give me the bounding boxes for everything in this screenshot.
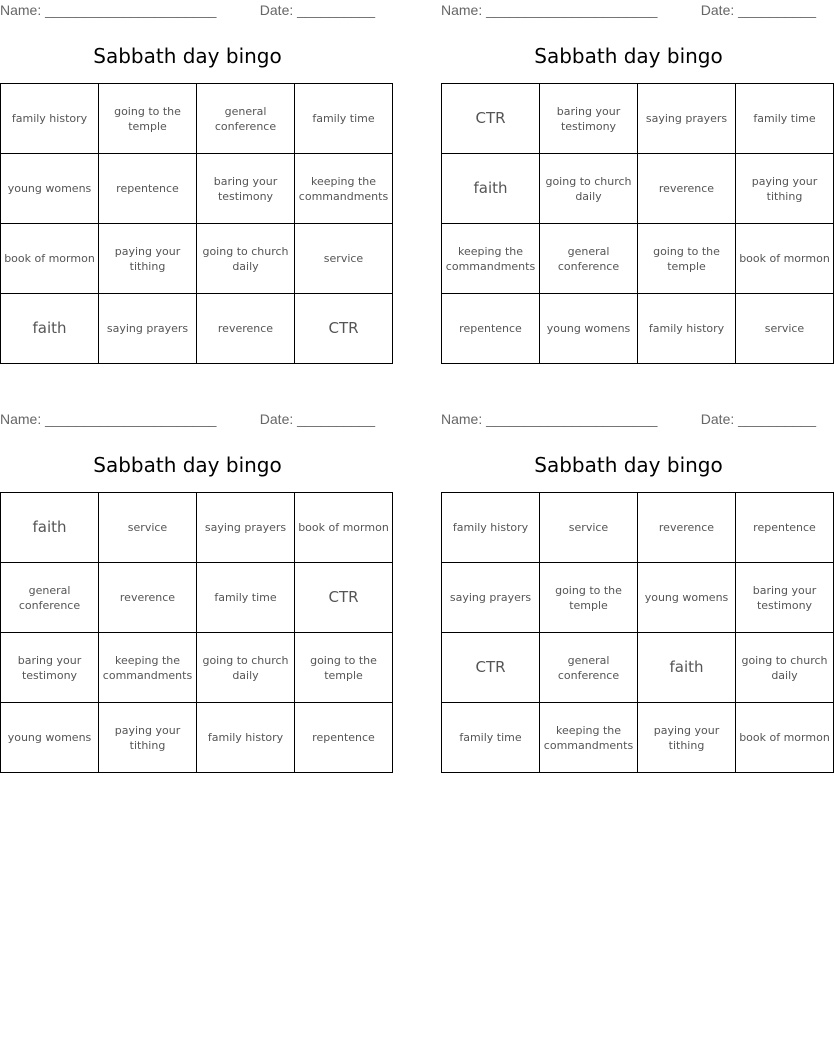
bingo-cell: saying prayers	[442, 563, 540, 633]
bingo-cell: family time	[197, 563, 295, 633]
date-field: Date: __________	[700, 2, 816, 18]
bingo-cell: paying your tithing	[736, 154, 834, 224]
bingo-cell: CTR	[295, 563, 393, 633]
bingo-cell: paying your tithing	[638, 703, 736, 773]
bingo-cell: baring your testimony	[197, 154, 295, 224]
bingo-card-3	[0, 409, 389, 752]
card-title: Sabbath day bingo	[534, 453, 723, 477]
bingo-cell: repentence	[442, 294, 540, 364]
bingo-cell: going to church daily	[540, 154, 638, 224]
bingo-cell: saying prayers	[99, 294, 197, 364]
bingo-cell: keeping the commandments	[540, 703, 638, 773]
bingo-cell: going to the temple	[99, 84, 197, 154]
bingo-cell: family history	[1, 84, 99, 154]
bingo-cell: repentence	[99, 154, 197, 224]
bingo-cell: book of mormon	[736, 224, 834, 294]
card-title: Sabbath day bingo	[534, 44, 723, 68]
name-field: Name: ______________________	[0, 2, 217, 18]
bingo-cell: baring your testimony	[1, 633, 99, 703]
bingo-cell: service	[736, 294, 834, 364]
grid-row	[442, 493, 834, 563]
bingo-cell: repentence	[736, 493, 834, 563]
bingo-grid	[0, 492, 393, 773]
grid-row	[442, 703, 834, 773]
bingo-cell: baring your testimony	[540, 84, 638, 154]
bingo-cell: service	[295, 224, 393, 294]
bingo-cell: paying your tithing	[99, 703, 197, 773]
bingo-cell: CTR	[295, 294, 393, 364]
grid-row	[442, 84, 834, 154]
grid-row	[1, 154, 393, 224]
bingo-cell: faith	[1, 294, 99, 364]
bingo-cell: service	[99, 493, 197, 563]
grid-row	[1, 84, 393, 154]
bingo-cell: book of mormon	[1, 224, 99, 294]
bingo-card-1	[0, 0, 389, 337]
bingo-cell: family history	[638, 294, 736, 364]
grid-row	[1, 224, 393, 294]
bingo-cell: baring your testimony	[736, 563, 834, 633]
bingo-cell: book of mormon	[295, 493, 393, 563]
card-header	[0, 0, 375, 20]
bingo-cell: family history	[197, 703, 295, 773]
bingo-grid	[441, 492, 834, 773]
bingo-cell: young womens	[540, 294, 638, 364]
bingo-cell: reverence	[99, 563, 197, 633]
bingo-cell: going to church daily	[197, 633, 295, 703]
bingo-cell: paying your tithing	[99, 224, 197, 294]
bingo-cell: saying prayers	[197, 493, 295, 563]
date-field: Date: __________	[700, 411, 816, 427]
bingo-cell: going to the temple	[540, 563, 638, 633]
grid-row	[1, 703, 393, 773]
bingo-cell: general conference	[540, 224, 638, 294]
bingo-cell: going to church daily	[736, 633, 834, 703]
grid-row	[1, 563, 393, 633]
card-header	[0, 409, 375, 429]
bingo-cell: saying prayers	[638, 84, 736, 154]
bingo-cell: keeping the commandments	[295, 154, 393, 224]
grid-row	[442, 224, 834, 294]
bingo-cell: going to the temple	[638, 224, 736, 294]
bingo-cell: CTR	[442, 633, 540, 703]
grid-row	[442, 633, 834, 703]
bingo-cell: general conference	[197, 84, 295, 154]
bingo-cell: reverence	[638, 493, 736, 563]
bingo-cell: family time	[442, 703, 540, 773]
bingo-card-4	[441, 409, 830, 752]
bingo-cell: reverence	[638, 154, 736, 224]
bingo-cell: young womens	[1, 703, 99, 773]
bingo-cell: young womens	[1, 154, 99, 224]
name-field: Name: ______________________	[441, 411, 658, 427]
bingo-cell: faith	[638, 633, 736, 703]
bingo-grid	[441, 83, 834, 364]
grid-row	[442, 563, 834, 633]
bingo-cell: keeping the commandments	[99, 633, 197, 703]
bingo-cell: general conference	[1, 563, 99, 633]
bingo-cell: family history	[442, 493, 540, 563]
bingo-cell: CTR	[442, 84, 540, 154]
name-field: Name: ______________________	[441, 2, 658, 18]
bingo-cell: going to the temple	[295, 633, 393, 703]
bingo-cell: service	[540, 493, 638, 563]
grid-row	[442, 154, 834, 224]
grid-row	[1, 294, 393, 364]
bingo-cell: reverence	[197, 294, 295, 364]
bingo-cell: young womens	[638, 563, 736, 633]
date-field: Date: __________	[259, 2, 375, 18]
grid-row	[1, 633, 393, 703]
bingo-cell: faith	[1, 493, 99, 563]
date-field: Date: __________	[259, 411, 375, 427]
bingo-cell: faith	[442, 154, 540, 224]
card-header	[441, 409, 816, 429]
bingo-cell: keeping the commandments	[442, 224, 540, 294]
card-title: Sabbath day bingo	[93, 44, 282, 68]
bingo-cell: book of mormon	[736, 703, 834, 773]
bingo-cell: going to church daily	[197, 224, 295, 294]
card-title: Sabbath day bingo	[93, 453, 282, 477]
card-header	[441, 0, 816, 20]
bingo-card-2	[441, 0, 830, 335]
bingo-cell: repentence	[295, 703, 393, 773]
bingo-grid	[0, 83, 393, 364]
name-field: Name: ______________________	[0, 411, 217, 427]
grid-row	[1, 493, 393, 563]
bingo-cell: family time	[295, 84, 393, 154]
bingo-cell: family time	[736, 84, 834, 154]
bingo-cell: general conference	[540, 633, 638, 703]
grid-row	[442, 294, 834, 364]
